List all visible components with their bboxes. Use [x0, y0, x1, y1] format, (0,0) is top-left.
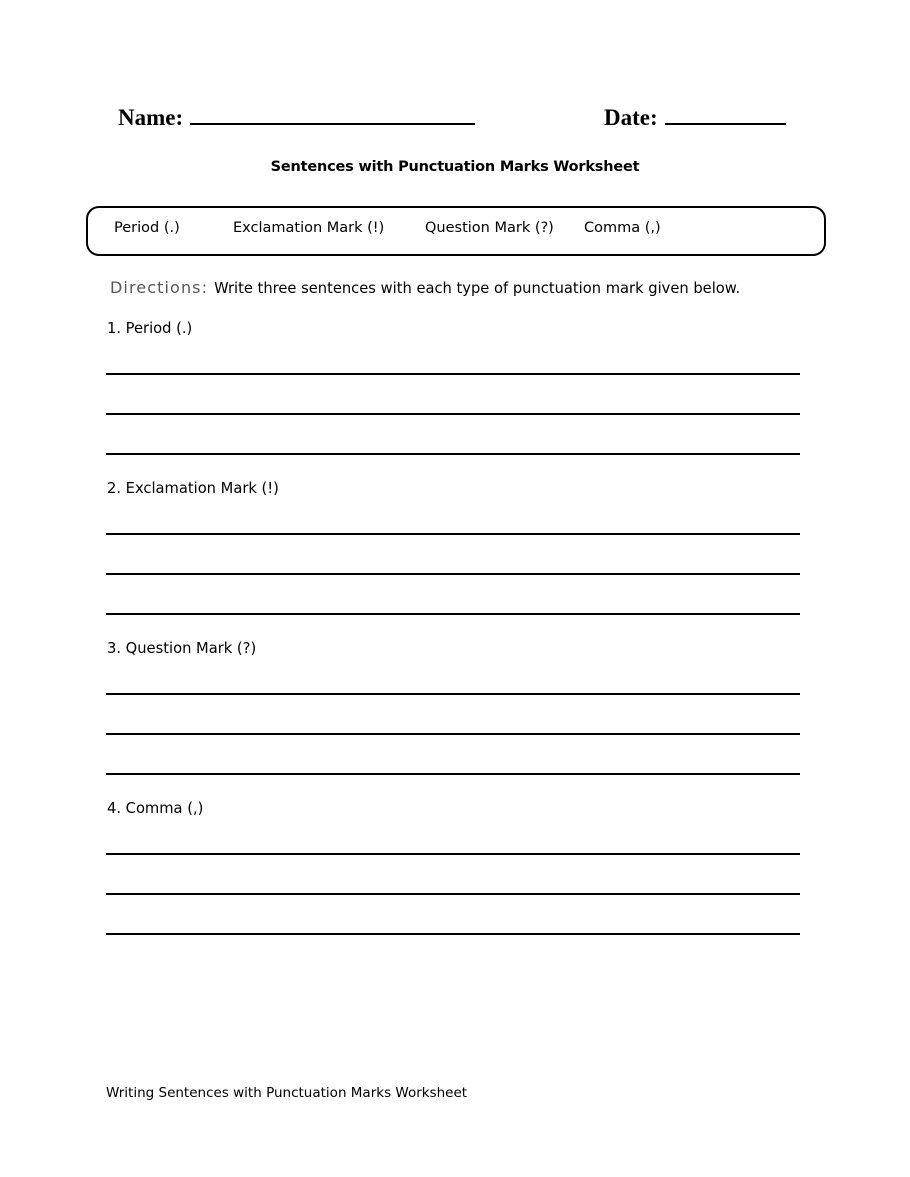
- writing-line[interactable]: [106, 893, 800, 895]
- question-label-2: 2. Exclamation Mark (!): [107, 480, 279, 497]
- question-label-1: 1. Period (.): [107, 320, 193, 337]
- writing-line[interactable]: [106, 573, 800, 575]
- worksheet-header: [0, 103, 910, 135]
- word-bank-item-comma: Comma (,): [584, 220, 661, 236]
- date-label: Date:: [604, 105, 658, 130]
- writing-line[interactable]: [106, 373, 800, 375]
- word-bank-box: [86, 206, 826, 256]
- writing-line[interactable]: [106, 773, 800, 775]
- directions-label: Directions:: [110, 278, 209, 297]
- name-label: Name:: [118, 105, 184, 130]
- footer-caption: Writing Sentences with Punctuation Marks Worksheet: [106, 1085, 468, 1101]
- directions-text: Write three sentences with each type of punctuation mark given below.: [214, 280, 741, 297]
- question-label-4: 4. Comma (,): [107, 800, 204, 817]
- word-bank-item-question-mark: Question Mark (?): [425, 220, 554, 236]
- directions: [110, 278, 740, 297]
- word-bank-items: [88, 208, 824, 254]
- name-field-group: [118, 103, 475, 131]
- date-field-group: [604, 103, 786, 131]
- writing-line[interactable]: [106, 933, 800, 935]
- writing-line[interactable]: [106, 413, 800, 415]
- question-label-3: 3. Question Mark (?): [107, 640, 257, 657]
- writing-line[interactable]: [106, 533, 800, 535]
- date-input-blank[interactable]: [665, 103, 786, 125]
- writing-line[interactable]: [106, 453, 800, 455]
- writing-line[interactable]: [106, 613, 800, 615]
- word-bank-item-period: Period (.): [114, 220, 180, 236]
- writing-line[interactable]: [106, 693, 800, 695]
- writing-line[interactable]: [106, 733, 800, 735]
- page-title: Sentences with Punctuation Marks Worksheet: [270, 159, 640, 175]
- name-input-blank[interactable]: [190, 103, 475, 125]
- word-bank-item-exclamation-mark: Exclamation Mark (!): [233, 220, 385, 236]
- writing-line[interactable]: [106, 853, 800, 855]
